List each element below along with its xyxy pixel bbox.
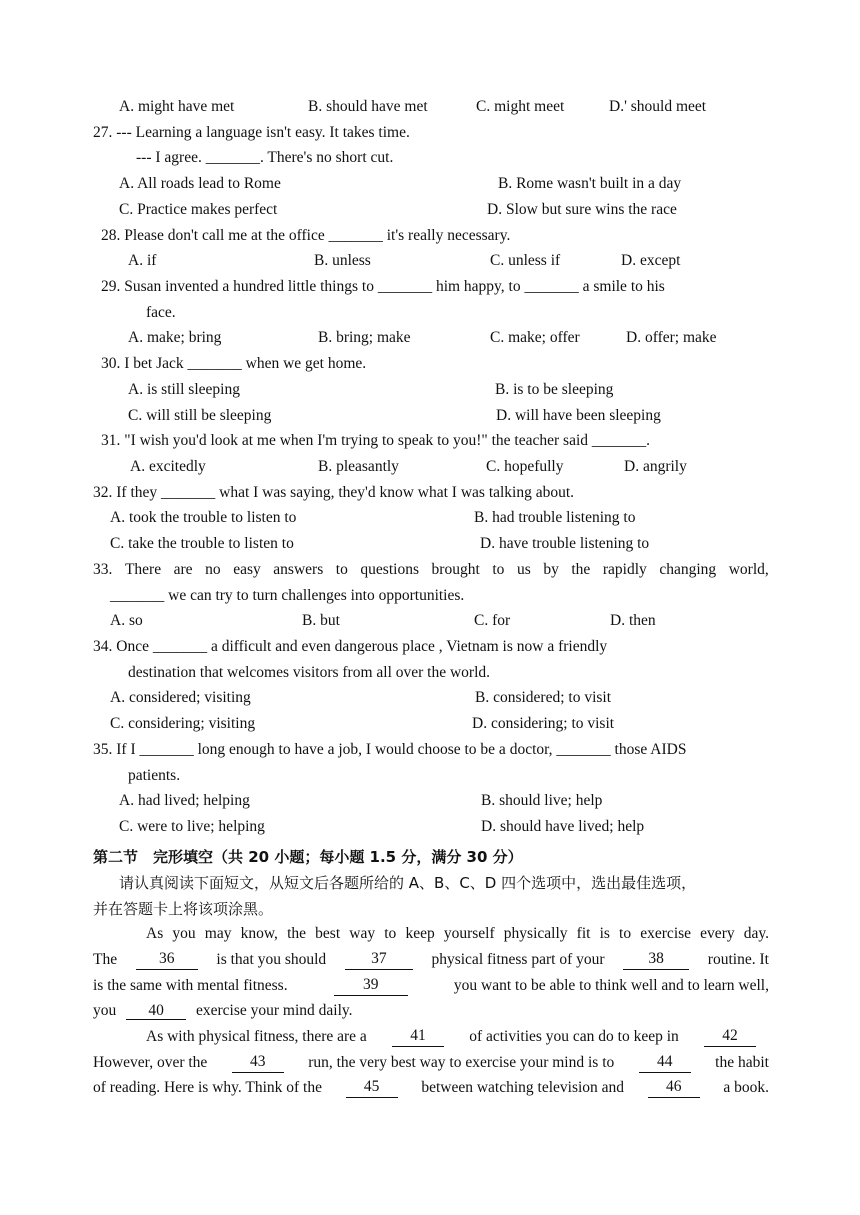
- q27-option-d: D. Slow but sure wins the race: [487, 201, 677, 218]
- q33-stem-cont: _______ we can try to turn challenges into opportunities.: [110, 587, 465, 604]
- q32-option-b: B. had trouble listening to: [474, 509, 636, 526]
- q33-word: to: [335, 561, 348, 578]
- section-instruction: 请认真阅读下面短文，从短文后各题所给的 A、B、C、D 四个选项中，选出最佳选项，: [119, 874, 697, 892]
- q33-word: us: [516, 561, 531, 578]
- passage-line-3: [93, 976, 769, 996]
- q33-word: changing: [659, 561, 717, 578]
- q33-word: world,: [728, 561, 769, 578]
- passage-text: you want to be able to think well and to learn well,: [453, 977, 769, 994]
- q32-option-c: C. take the trouble to listen to: [110, 535, 294, 552]
- q31-option-c: C. hopefully: [486, 458, 564, 475]
- passage-text: of activities you can do to keep in: [469, 1028, 679, 1045]
- q35-option-d: D. should have lived; help: [481, 818, 645, 835]
- q33-word: the: [571, 561, 591, 578]
- blank-37[interactable]: 37: [345, 950, 413, 970]
- blank-40[interactable]: 40: [126, 1002, 186, 1020]
- q26-option-d: D.' should meet: [609, 98, 707, 115]
- passage-line-5: [146, 1027, 756, 1047]
- q34-stem: 34. Once _______ a difficult and even dangerous place , Vietnam is now a friendly: [93, 638, 608, 655]
- passage-line-1: As you may know, the best way to keep yourself physically fit is to exercise every day.: [146, 925, 769, 942]
- q33-option-d: D. then: [610, 612, 656, 629]
- passage-text: However, over the: [93, 1054, 208, 1071]
- q33-word: There: [124, 561, 162, 578]
- q29-option-a: A. make; bring: [128, 329, 222, 346]
- blank-41[interactable]: 41: [392, 1027, 444, 1047]
- q33-word: easy: [233, 561, 261, 578]
- q28-option-b: B. unless: [314, 252, 371, 269]
- q29-stem-cont: face.: [146, 304, 176, 321]
- q27-option-c: C. Practice makes perfect: [119, 201, 278, 218]
- blank-45[interactable]: 45: [346, 1078, 398, 1098]
- q26-option-b: B. should have met: [308, 98, 428, 115]
- q26-option-a: A. might have met: [119, 98, 235, 115]
- passage-text: between watching television and: [421, 1079, 625, 1096]
- q33-word: questions: [360, 561, 419, 578]
- q35-option-b: B. should live; help: [481, 792, 603, 809]
- blank-39[interactable]: 39: [334, 976, 408, 996]
- section-heading: 第二节 完形填空（共 20 小题；每小题 1.5 分，满分 30 分）: [93, 848, 523, 866]
- passage-text: routine. It: [707, 951, 769, 968]
- q34-option-b: B. considered; to visit: [475, 689, 612, 706]
- q31-option-d: D. angrily: [624, 458, 687, 475]
- q29-stem: 29. Susan invented a hundred little things to _______ him happy, to _______ a smile to his: [101, 278, 665, 295]
- q26-option-c: C. might meet: [476, 98, 565, 115]
- passage-text: a book.: [723, 1079, 769, 1096]
- q32-option-a: A. took the trouble to listen to: [110, 509, 297, 526]
- q33-word: 33.: [93, 561, 113, 578]
- q35-stem-cont: patients.: [128, 767, 181, 784]
- q33-word: are: [173, 561, 193, 578]
- q27-option-b: B. Rome wasn't built in a day: [498, 175, 682, 192]
- q27-stem: 27. --- Learning a language isn't easy. It takes time.: [93, 124, 410, 141]
- q32-stem: 32. If they _______ what I was saying, they'd know what I was talking about.: [93, 484, 575, 501]
- q27-option-a: A. All roads lead to Rome: [119, 175, 281, 192]
- passage-text: physical fitness part of your: [431, 951, 605, 968]
- passage-text: exercise your mind daily.: [196, 1002, 353, 1019]
- q28-option-a: A. if: [128, 252, 157, 269]
- q31-stem: 31. "I wish you'd look at me when I'm trying to speak to you!" the teacher said _______.: [101, 432, 651, 449]
- q30-option-b: B. is to be sleeping: [495, 381, 614, 398]
- passage-text: is that you should: [216, 951, 327, 968]
- q33-word: by: [543, 561, 559, 578]
- passage-text: The: [93, 951, 118, 968]
- q27-reply: --- I agree. _______. There's no short cut.: [136, 149, 394, 166]
- q32-option-d: D. have trouble listening to: [480, 535, 650, 552]
- blank-36[interactable]: 36: [136, 950, 198, 970]
- passage-text: As with physical fitness, there are a: [146, 1028, 367, 1045]
- q30-option-a: A. is still sleeping: [128, 381, 240, 398]
- passage-line-6: [93, 1053, 769, 1073]
- q28-stem: 28. Please don't call me at the office _______ it's really necessary.: [101, 227, 511, 244]
- q33-word: brought: [431, 561, 480, 578]
- q29-option-c: C. make; offer: [490, 329, 580, 346]
- q33-option-a: A. so: [110, 612, 143, 629]
- q35-stem: 35. If I _______ long enough to have a job, I would choose to be a doctor, _______ those AIDS: [93, 741, 687, 758]
- passage-line-7: [93, 1078, 769, 1098]
- passage-line-4: [93, 1001, 353, 1021]
- q33-word: to: [492, 561, 505, 578]
- q35-option-c: C. were to live; helping: [119, 818, 265, 835]
- passage-text: is the same with mental fitness.: [93, 977, 288, 994]
- passage-text: run, the very best way to exercise your mind is to: [308, 1054, 615, 1071]
- q29-option-b: B. bring; make: [318, 329, 411, 346]
- blank-46[interactable]: 46: [648, 1078, 700, 1098]
- q29-option-d: D. offer; make: [626, 329, 717, 346]
- passage-text: of reading. Here is why. Think of the: [93, 1079, 322, 1096]
- passage-text: the habit: [715, 1054, 769, 1071]
- q34-option-a: A. considered; visiting: [110, 689, 251, 706]
- q33-option-b: B. but: [302, 612, 340, 629]
- q33-word: no: [205, 561, 221, 578]
- q31-option-b: B. pleasantly: [318, 458, 399, 475]
- q30-option-d: D. will have been sleeping: [496, 407, 661, 424]
- q33-word: answers: [273, 561, 324, 578]
- q28-option-d: D. except: [621, 252, 681, 269]
- q31-option-a: A. excitedly: [130, 458, 206, 475]
- q33-option-c: C. for: [474, 612, 511, 629]
- blank-44[interactable]: 44: [639, 1053, 691, 1073]
- q33-stem: [93, 560, 769, 580]
- passage-line-2: [93, 950, 769, 970]
- q34-stem-cont: destination that welcomes visitors from all over the world.: [128, 664, 491, 681]
- q34-option-d: D. considering; to visit: [472, 715, 615, 732]
- q34-option-c: C. considering; visiting: [110, 715, 256, 732]
- q28-option-c: C. unless if: [490, 252, 561, 269]
- section-instruction-cont: 并在答题卡上将该项涂黑。: [93, 900, 274, 918]
- q30-option-c: C. will still be sleeping: [128, 407, 272, 424]
- blank-43[interactable]: 43: [232, 1053, 284, 1073]
- q30-stem: 30. I bet Jack _______ when we get home.: [101, 355, 367, 372]
- q35-option-a: A. had lived; helping: [119, 792, 250, 809]
- blank-38[interactable]: 38: [623, 950, 689, 970]
- passage-text: you: [93, 1002, 117, 1019]
- blank-42[interactable]: 42: [704, 1027, 756, 1047]
- q33-word: rapidly: [602, 561, 647, 578]
